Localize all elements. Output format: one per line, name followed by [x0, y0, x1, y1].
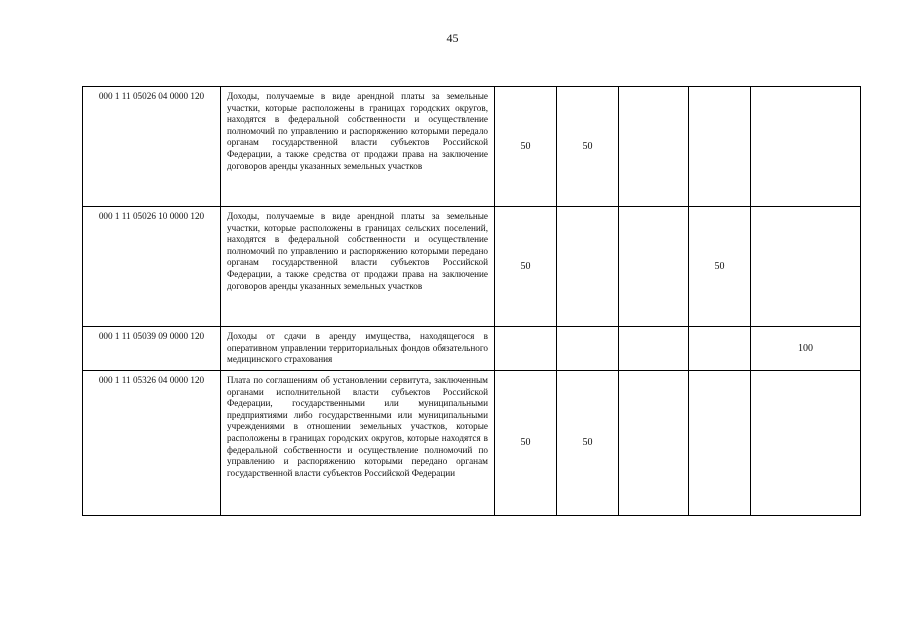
page-number: 45 — [446, 31, 459, 45]
value-cell: 100 — [751, 327, 861, 371]
value-cell — [557, 327, 619, 371]
revenue-code-cell: 000 1 11 05026 10 0000 120 — [83, 207, 221, 327]
revenue-description-cell: Доходы от сдачи в аренду имущества, находящегося в оперативном управлении территориальных фондов обязательного медицинского страхования — [221, 327, 495, 371]
value-cell: 50 — [557, 371, 619, 516]
value-cell: 50 — [495, 371, 557, 516]
value-cell — [619, 327, 689, 371]
table-row — [83, 87, 861, 207]
value-cell — [619, 87, 689, 207]
value-cell — [689, 87, 751, 207]
value-cell — [751, 87, 861, 207]
table-row — [83, 207, 861, 327]
budget-revenue-table — [82, 86, 861, 516]
value-cell — [751, 207, 861, 327]
value-cell: 50 — [689, 207, 751, 327]
revenue-description-cell: Доходы, получаемые в виде арендной платы за земельные участки, которые расположены в границах сельских поселений, находятся в федеральной собственности и осуществление полномочий по управлению и распоряжению которыми передано органам государственной власти субъектов Российской Федерации, а также средства от продажи права на заключение договоров аренды указанных земельных участков — [221, 207, 495, 327]
revenue-code-cell: 000 1 11 05039 09 0000 120 — [83, 327, 221, 371]
revenue-description-cell: Доходы, получаемые в виде арендной платы за земельные участки, которые расположены в границах городских округов, находятся в федеральной собственности и осуществление полномочий по управлению и распоряжению которыми передало органам государственной власти субъектов Российской Федерации, а также средства от продажи права на заключение договоров аренды указанных земельных участков — [221, 87, 495, 207]
value-cell: 50 — [495, 87, 557, 207]
table-row — [83, 371, 861, 516]
value-cell — [689, 327, 751, 371]
value-cell — [619, 371, 689, 516]
table-row — [83, 327, 861, 371]
value-cell — [495, 327, 557, 371]
revenue-description-cell: Плата по соглашениям об установлении сервитута, заключенным органами исполнительной власти субъектов Российской Федерации, государственными или муниципальными предприятиями либо государственными или муниципальными учреждениями в отношении земельных участков, которые расположены в границах городских округов, которые находятся в федеральной собственности и осуществление полномочий по управлению и распоряжению которыми передано органам государственной власти субъектов Российской Федерации — [221, 371, 495, 516]
value-cell — [689, 371, 751, 516]
value-cell — [751, 371, 861, 516]
value-cell: 50 — [557, 87, 619, 207]
value-cell — [619, 207, 689, 327]
revenue-code-cell: 000 1 11 05326 04 0000 120 — [83, 371, 221, 516]
value-cell: 50 — [495, 207, 557, 327]
value-cell — [557, 207, 619, 327]
revenue-code-cell: 000 1 11 05026 04 0000 120 — [83, 87, 221, 207]
